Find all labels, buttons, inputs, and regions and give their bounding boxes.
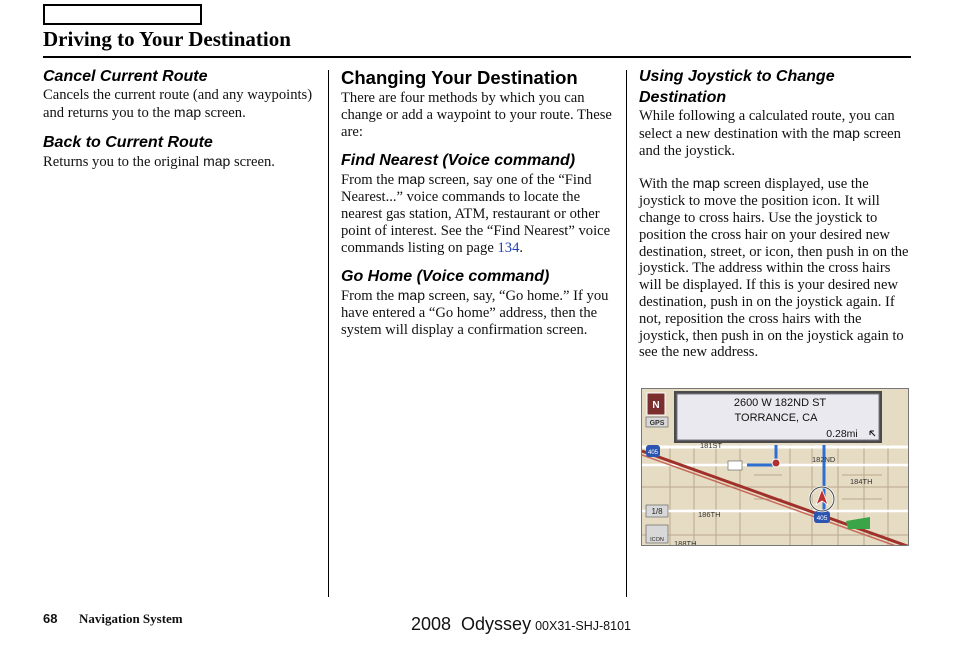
find-nearest-text: From the map screen, say one of the “Find Nearest...” voice commands to locate the nearest gas station, ATM, restaurant or other point of interest. See the “Find Nearest” voice commands listing on page 134. xyxy=(341,171,611,256)
north-label: N xyxy=(652,400,660,411)
column-3 xyxy=(639,66,911,369)
page-title: Driving to Your Destination xyxy=(43,27,291,51)
column-1 xyxy=(43,66,323,178)
map-address-line2: TORRANCE, CA xyxy=(734,412,818,424)
street-label-182nd: 182ND xyxy=(812,455,836,464)
map-address-line1: 2600 W 182ND ST xyxy=(733,397,827,409)
back-route-text: Returns you to the original map screen. xyxy=(43,152,275,170)
joystick-heading: Using Joystick to Change Destination xyxy=(639,68,835,106)
map-scale-label: 1/8 xyxy=(651,507,663,516)
route-405-shield: 405 xyxy=(647,450,659,456)
cancel-route-text: Cancels the current route (and any waypoints) and returns you to the map screen. xyxy=(43,87,313,121)
go-home-text: From the map screen, say, “Go home.” If you have entered a “Go home” address, then the system will display a confirmation screen. xyxy=(341,287,609,338)
navigation-map-screenshot xyxy=(641,388,909,546)
footer-part-code: 00X31-SHJ-8101 xyxy=(535,619,631,633)
changing-destination-intro: There are four methods by which you can change or add a waypoint to your route. These are: xyxy=(341,90,612,140)
street-label-188th: 188TH xyxy=(674,539,697,546)
map-keyword: map xyxy=(832,124,860,141)
column-2 xyxy=(341,66,619,347)
map-icon-button: ICON xyxy=(650,537,664,543)
column-divider-right xyxy=(626,70,627,597)
map-keyword: map xyxy=(203,152,231,169)
street-label-181st: 181ST xyxy=(700,441,723,450)
map-keyword: map xyxy=(692,175,720,192)
street-label-186th: 186TH xyxy=(698,510,721,519)
page-link-134[interactable]: 134 xyxy=(497,239,520,256)
column-divider-left xyxy=(328,70,329,597)
joystick-para-1: While following a calculated route, you can select a new destination with the map screen and the joystick. xyxy=(639,108,901,159)
map-distance: 0.28mi xyxy=(826,428,858,440)
back-route-heading: Back to Current Route xyxy=(43,133,213,151)
map-keyword: map xyxy=(397,287,425,304)
cancel-route-heading: Cancel Current Route xyxy=(43,68,208,85)
changing-destination-heading: Changing Your Destination xyxy=(341,67,578,88)
page-number: 68 xyxy=(43,611,58,626)
footer-section-name: Navigation System xyxy=(79,611,183,626)
joystick-para-2: With the map screen displayed, use the joystick to move the position icon. It will change to cross hairs. Use the joystick to position the cross hair on your desired new destination, street, or icon, then push in on the joystick. The address within the cross hairs will be displayed. If this is your desired new destination, push in on the joystick again. If not, reposition the cross hairs with the joystick, then push in on the joystick again to see the new address. xyxy=(639,175,909,361)
map-keyword: map xyxy=(397,171,425,188)
street-label-184th: 184TH xyxy=(850,477,873,486)
route-405-shield: 405 xyxy=(816,515,828,522)
gps-label: GPS xyxy=(649,420,665,427)
header-tab-box xyxy=(43,4,202,25)
find-nearest-heading: Find Nearest (Voice command) xyxy=(341,152,576,170)
footer-model: 2008 Odyssey 00X31-SHJ-8101 xyxy=(411,614,631,634)
map-keyword: map xyxy=(173,103,202,120)
go-home-heading: Go Home (Voice command) xyxy=(341,268,550,286)
destination-pin-icon xyxy=(772,459,780,467)
poi-marker-icon xyxy=(728,461,742,470)
title-rule xyxy=(43,56,911,58)
